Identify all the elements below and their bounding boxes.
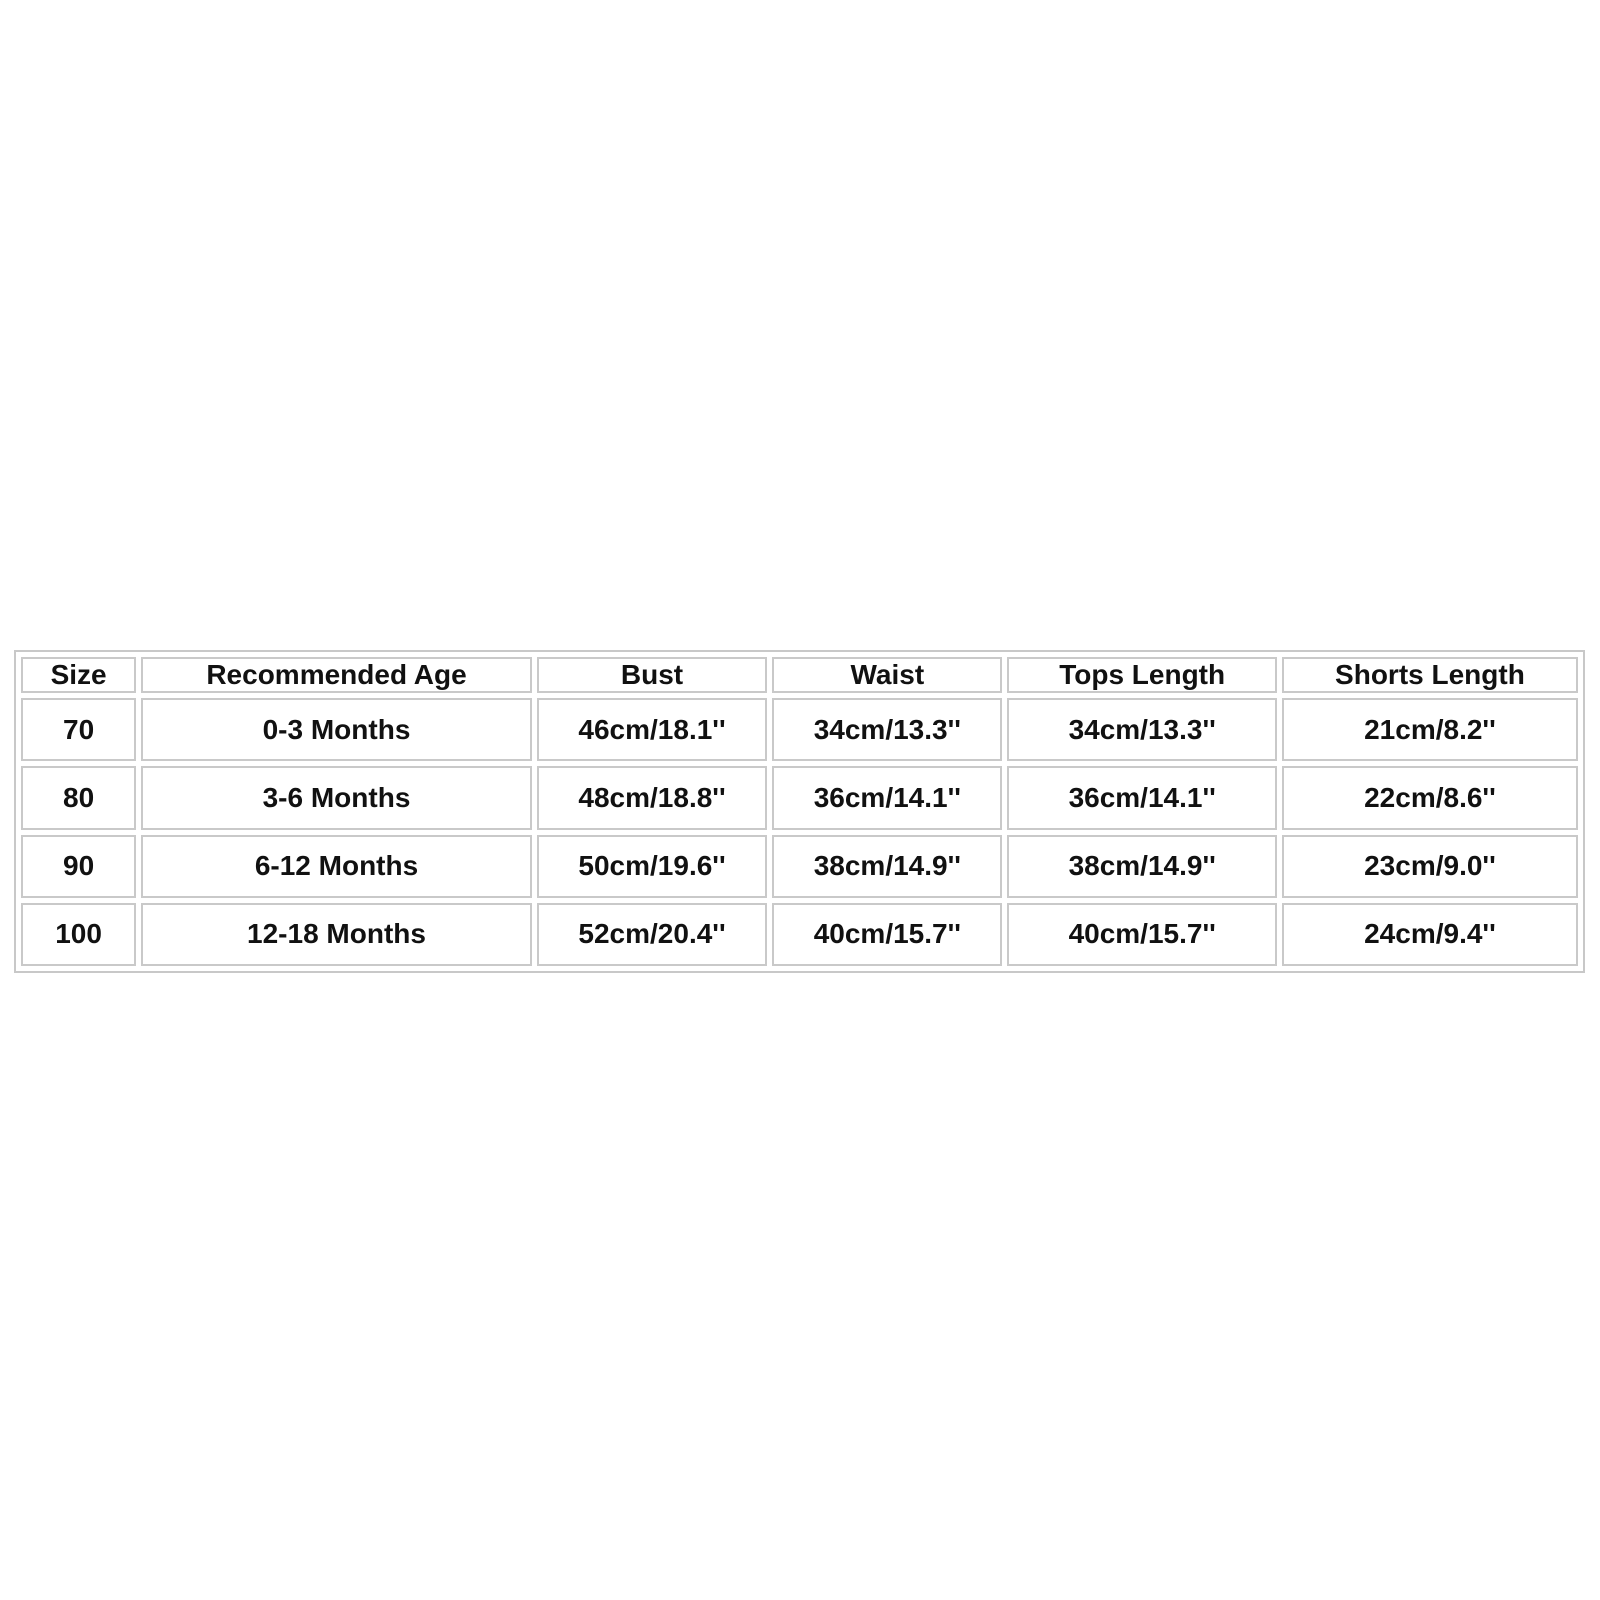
table-row [21,698,1578,761]
cell-shorts-length: 24cm/9.4'' [1282,903,1578,966]
cell-size: 80 [21,766,136,829]
cell-size: 90 [21,835,136,898]
cell-waist: 36cm/14.1'' [772,766,1002,829]
header-shorts-length: Shorts Length [1282,657,1578,693]
header-bust: Bust [537,657,767,693]
cell-size: 100 [21,903,136,966]
cell-waist: 40cm/15.7'' [772,903,1002,966]
cell-bust: 52cm/20.4'' [537,903,767,966]
cell-size: 70 [21,698,136,761]
size-chart-table [16,652,1583,971]
cell-bust: 50cm/19.6'' [537,835,767,898]
cell-shorts-length: 23cm/9.0'' [1282,835,1578,898]
table-row [21,903,1578,966]
table-row [21,835,1578,898]
cell-bust: 48cm/18.8'' [537,766,767,829]
cell-tops-length: 34cm/13.3'' [1007,698,1276,761]
cell-recommended-age: 0-3 Months [141,698,532,761]
cell-waist: 38cm/14.9'' [772,835,1002,898]
cell-recommended-age: 6-12 Months [141,835,532,898]
cell-waist: 34cm/13.3'' [772,698,1002,761]
cell-tops-length: 36cm/14.1'' [1007,766,1276,829]
cell-shorts-length: 21cm/8.2'' [1282,698,1578,761]
header-size: Size [21,657,136,693]
header-recommended-age: Recommended Age [141,657,532,693]
size-chart-header-row [21,657,1578,693]
size-chart-container [14,650,1585,973]
cell-recommended-age: 12-18 Months [141,903,532,966]
cell-bust: 46cm/18.1'' [537,698,767,761]
cell-tops-length: 40cm/15.7'' [1007,903,1276,966]
table-row [21,766,1578,829]
cell-shorts-length: 22cm/8.6'' [1282,766,1578,829]
cell-tops-length: 38cm/14.9'' [1007,835,1276,898]
cell-recommended-age: 3-6 Months [141,766,532,829]
header-tops-length: Tops Length [1007,657,1276,693]
header-waist: Waist [772,657,1002,693]
